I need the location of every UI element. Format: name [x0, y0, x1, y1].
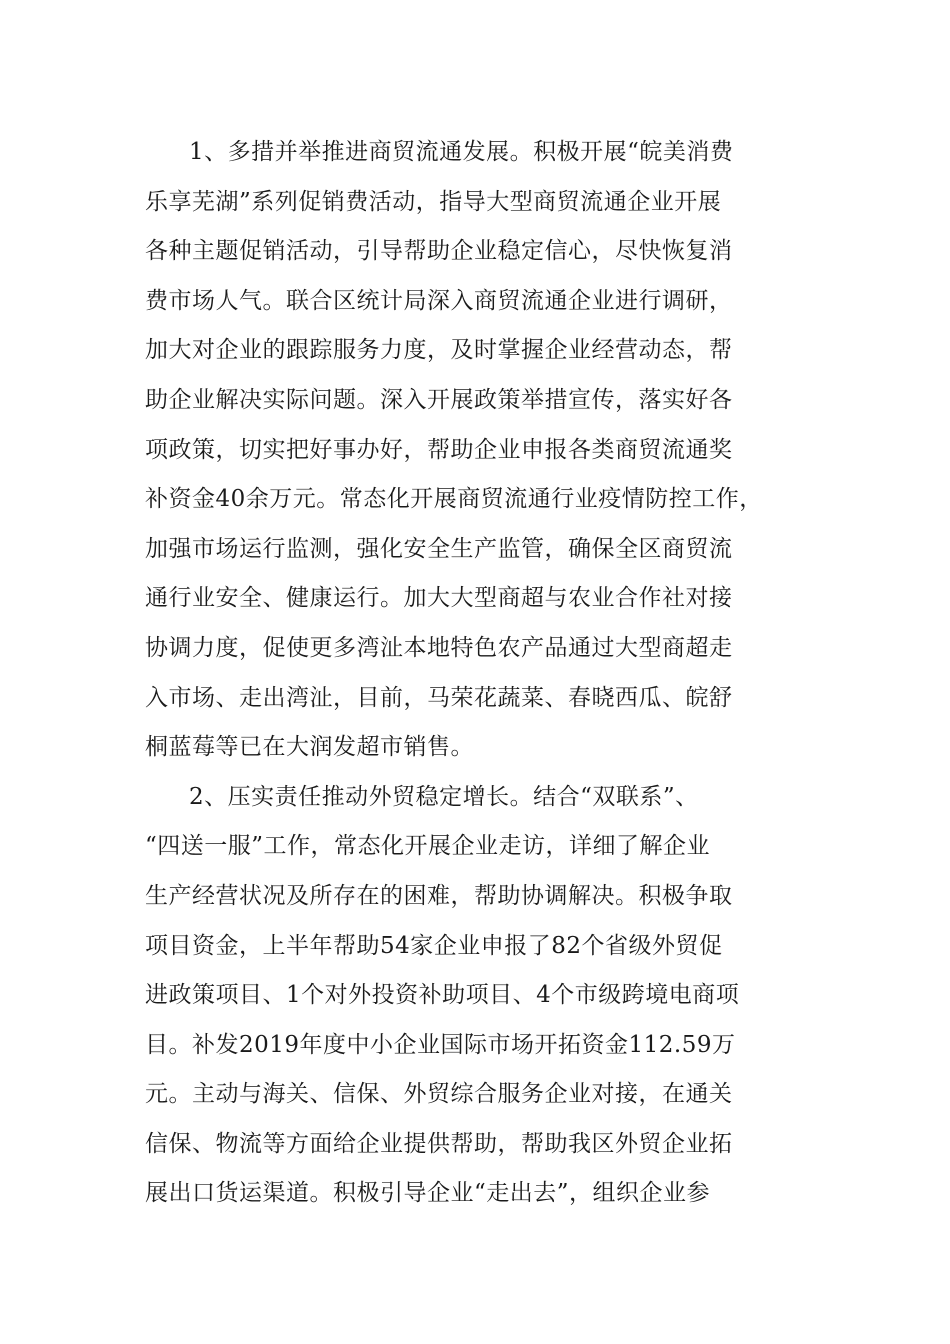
paragraph-line: 协调力度，促使更多湾沚本地特色农产品通过大型商超走: [145, 634, 733, 661]
paragraph-line: 元。主动与海关、信保、外贸综合服务企业对接，在通关: [145, 1081, 733, 1108]
paragraph-2: [145, 773, 825, 1219]
paragraph-line: 加强市场运行监测，强化安全生产监管，确保全区商贸流: [145, 535, 733, 562]
paragraph-line: 各种主题促销活动，引导帮助企业稳定信心，尽快恢复消: [145, 238, 733, 265]
paragraph-line: 项目资金，上半年帮助54家企业申报了82个省级外贸促: [145, 932, 723, 959]
paragraph-line: 1、多措并举推进商贸流通发展。积极开展“皖美消费: [189, 139, 734, 165]
paragraph-line: 通行业安全、健康运行。加大大型商超与农业合作社对接: [145, 585, 733, 612]
paragraph-line: 助企业解决实际问题。深入开展政策举措宣传，落实好各: [145, 386, 733, 413]
paragraph-line: 费市场人气。联合区统计局深入商贸流通企业进行调研，: [145, 287, 733, 314]
paragraph-line: 乐享芜湖”系列促销费活动，指导大型商贸流通企业开展: [145, 188, 722, 215]
paragraph-line: 信保、物流等方面给企业提供帮助，帮助我区外贸企业拓: [145, 1130, 733, 1157]
paragraph-line: “四送一服”工作，常态化开展企业走访，详细了解企业: [145, 833, 711, 860]
paragraph-line: 2、压实责任推动外贸稳定增长。结合“双联系”、: [189, 783, 699, 810]
paragraph-line: 补资金40余万元。常态化开展商贸流通行业疫情防控工作，: [145, 486, 763, 513]
paragraph-line: 目。补发2019年度中小企业国际市场开拓资金112.59万: [145, 1031, 736, 1058]
paragraph-line: 展出口货运渠道。积极引导企业“走出去”，组织企业参: [145, 1180, 711, 1207]
paragraph-line: 项政策，切实把好事办好，帮助企业申报各类商贸流通奖: [145, 436, 733, 463]
document-body: [145, 128, 825, 1219]
paragraph-1: [145, 128, 825, 773]
paragraph-line: 生产经营状况及所存在的困难，帮助协调解决。积极争取: [145, 882, 733, 909]
paragraph-line: 进政策项目、1个对外投资补助项目、4个市级跨境电商项: [145, 982, 740, 1009]
paragraph-line: 加大对企业的跟踪服务力度，及时掌握企业经营动态，帮: [145, 337, 733, 364]
paragraph-line: 桐蓝莓等已在大润发超市销售。: [145, 734, 474, 761]
paragraph-line: 入市场、走出湾沚，目前，马荣花蔬菜、春晓西瓜、皖舒: [145, 684, 733, 711]
